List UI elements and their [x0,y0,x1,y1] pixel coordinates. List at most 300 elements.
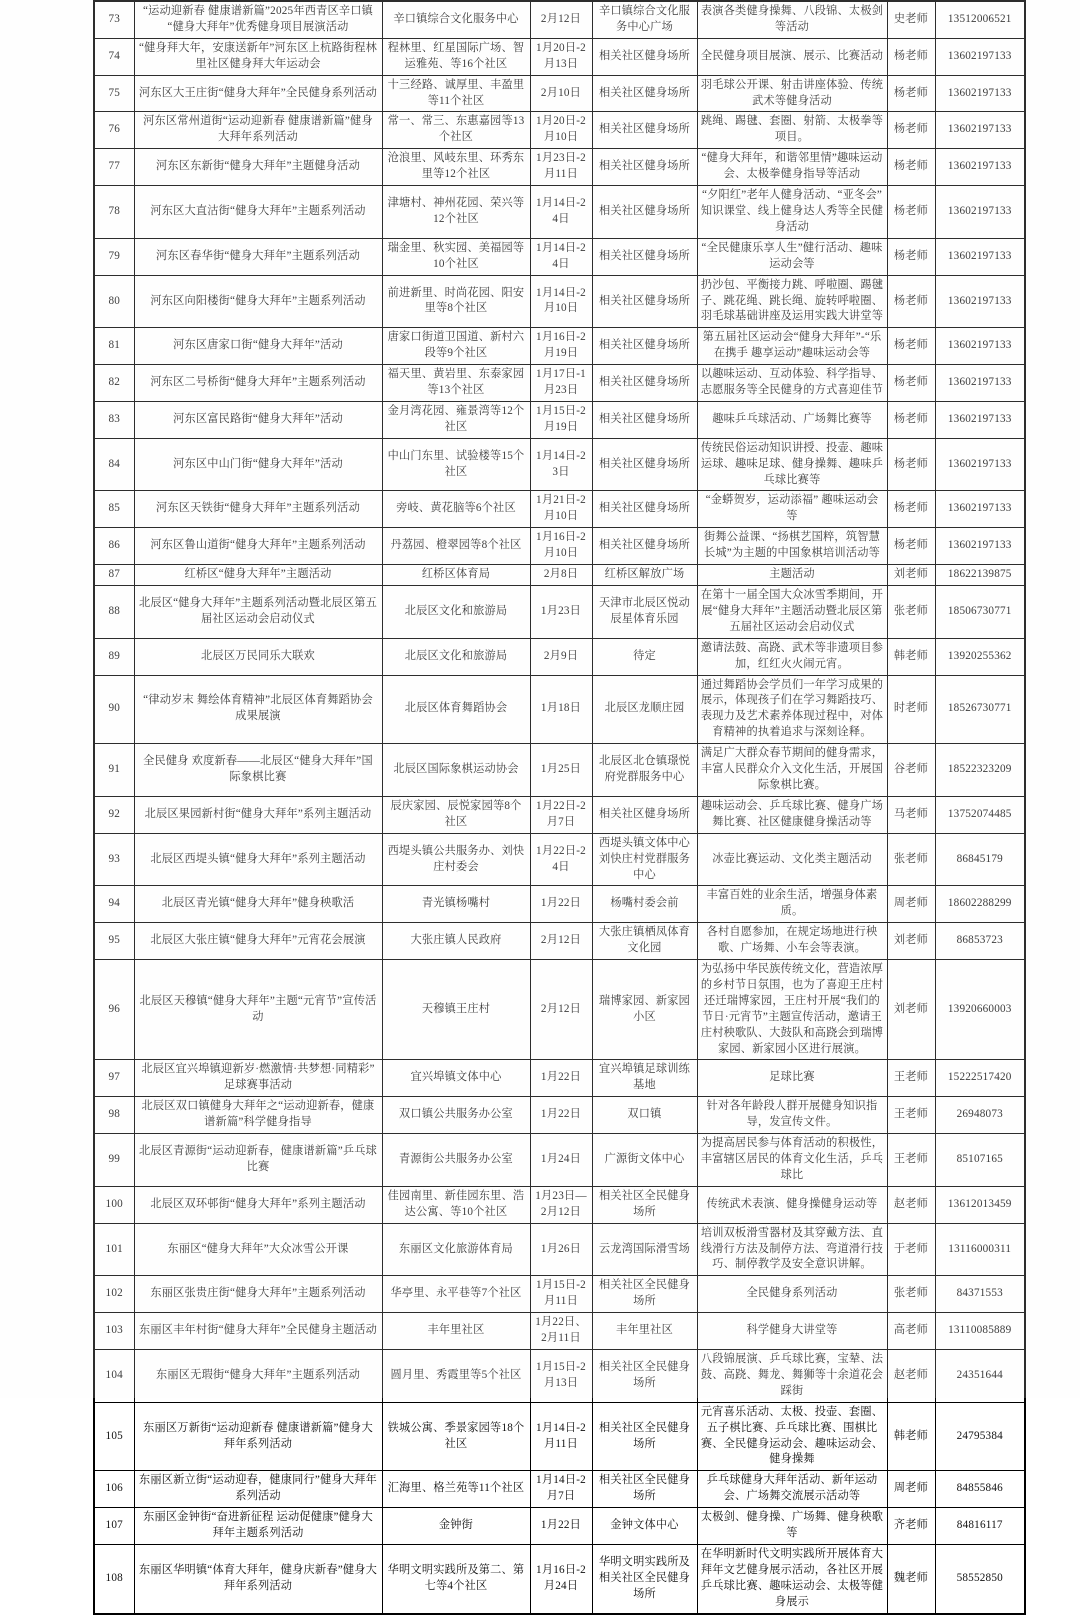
table-row [94,1097,1025,1134]
activity-place: 相关社区健身场所 [592,528,697,565]
activity-place: 红桥区解放广场 [592,565,697,586]
contact-person: 刘老师 [887,923,935,960]
table-row [94,1471,1025,1508]
activity-content: 以趣味运动、互动体验、科学指导、志愿服务等全民健身的方式喜迎佳节 [697,365,887,402]
activity-place: 大张庄镇栖凤体育文化园 [592,923,697,960]
activity-content: 第五届社区运动会“健身大拜年”-“乐在携手 趣享运动”趣味运动会等 [697,328,887,365]
organizer: 金月湾花园、雍景湾等12个社区 [382,401,530,438]
activity-name: 河东区常州道街“运动迎新春 健康谱新篇”健身大拜年系列活动 [134,112,382,149]
contact-phone: 86845179 [935,833,1025,886]
activity-content: “金蟒贺岁，运动添福” 趣味运动会等 [697,491,887,528]
contact-phone: 13612013459 [935,1186,1025,1223]
row-index: 78 [94,186,134,239]
contact-person: 赵老师 [887,1186,935,1223]
activity-place: 北辰区北仓镇璟悦府党群服务中心 [592,744,697,797]
contact-person: 杨老师 [887,238,935,275]
contact-phone: 13602197133 [935,186,1025,239]
activity-date: 2月8日 [530,565,592,586]
contact-person: 史老师 [887,1,935,38]
organizer: 北辰区文化和旅游局 [382,586,530,639]
contact-person: 王老师 [887,1060,935,1097]
activity-content: “全民健康乐享人生”健行活动、趣味运动会等 [697,238,887,275]
activity-name: 东丽区无瑕街“健身大拜年”主题系列活动 [134,1349,382,1402]
organizer: 程林里、红星国际广场、智运雅苑、等16个社区 [382,38,530,75]
contact-phone: 13602197133 [935,491,1025,528]
activity-name: 北辰区天穆镇“健身大拜年”主题“元宵节”宣传活动 [134,960,382,1060]
activity-date: 1月25日 [530,744,592,797]
table-row [94,149,1025,186]
activity-place: 相关社区健身场所 [592,75,697,112]
activity-content: 为弘扬中华民族传统文化，营造浓厚的乡村节日氛围，也为了喜迎王庄村还迁瑞博家园，王庄村开展“我们的节日·元宵节”主题宣传活动，邀请王庄村秧歌队、大鼓队和高跷会到瑞博家园、新家园小区进行展演。 [697,960,887,1060]
activity-place: 相关社区健身场所 [592,365,697,402]
activity-date: 1月16日-2月10日 [530,528,592,565]
activity-name: 北辰区大张庄镇“健身大拜年”元宵花会展演 [134,923,382,960]
contact-phone: 84371553 [935,1276,1025,1313]
activity-place: 西堤头镇文体中心刘快庄村党群服务中心 [592,833,697,886]
row-index: 82 [94,365,134,402]
activity-content: 各村自愿参加，在规定场地进行秧歌、广场舞、小车会等表演。 [697,923,887,960]
table-row [94,1223,1025,1276]
organizer: 前进新里、时尚花园、阳安里等8个社区 [382,275,530,328]
activity-content: 街舞公益课、“扬棋艺国粹，筑智慧长城”为主题的中国象棋培训活动等 [697,528,887,565]
contact-person: 杨老师 [887,528,935,565]
activity-name: 红桥区“健身大拜年”主题活动 [134,565,382,586]
contact-phone: 13116000311 [935,1223,1025,1276]
activity-date: 1月22日-24日 [530,833,592,886]
activity-date: 1月20日-2月10日 [530,112,592,149]
activity-date: 1月22日 [530,886,592,923]
activity-date: 1月15日-2月13日 [530,1349,592,1402]
organizer: 佳园南里、新佳园东里、浩达公寓、等10个社区 [382,1186,530,1223]
contact-person: 杨老师 [887,401,935,438]
table-row [94,923,1025,960]
activity-content: 丰富百姓的业余生活，增强身体素质。 [697,886,887,923]
activity-name: 东丽区金钟街“奋进新征程 运动促健康”健身大拜年主题系列活动 [134,1508,382,1545]
activity-content: 传统民俗运动知识讲授、投壶、趣味运球、趣味足球、健身操舞、趣味乒乓球比赛等 [697,438,887,491]
activity-place: 相关社区健身场所 [592,112,697,149]
row-index: 90 [94,675,134,744]
activity-place: 相关社区健身场所 [592,796,697,833]
activity-content: 培训双板滑雪器材及其穿戴方法、直线滑行方法及制停方法、弯道滑行技巧、制停教学及安全意识讲解。 [697,1223,887,1276]
organizer: 旁岐、黄花脑等6个社区 [382,491,530,528]
activity-name: 河东区向阳楼街“健身大拜年”主题系列活动 [134,275,382,328]
table-row [94,1349,1025,1402]
activity-date: 1月16日-2月24日 [530,1544,592,1613]
table-row [94,833,1025,886]
activity-date: 1月23日 [530,586,592,639]
contact-person: 韩老师 [887,638,935,675]
activity-place: 瑞博家园、新家园小区 [592,960,697,1060]
activity-content: “夕阳红”老年人健身活动、“亚冬会”知识课堂、线上健身达人秀等全民健身活动 [697,186,887,239]
activity-name: 河东区东新街“健身大拜年”主题健身活动 [134,149,382,186]
row-index: 98 [94,1097,134,1134]
activity-content: 冰壶比赛运动、文化类主题活动 [697,833,887,886]
activity-content: 全民健身系列活动 [697,1276,887,1313]
activity-name: 北辰区宜兴埠镇迎新岁·燃激情·共梦想·同精彩”足球赛事活动 [134,1060,382,1097]
activity-content: 趣味乒乓球活动、广场舞比赛等 [697,401,887,438]
activity-content: 跳绳、踢毽、套圈、射箭、太极拳等项目。 [697,112,887,149]
table-row [94,75,1025,112]
activity-content: “健身大拜年，和谐邻里情”趣味运动会、太极拳健身指导等活动 [697,149,887,186]
activity-place: 北辰区龙顺庄园 [592,675,697,744]
table-row [94,1186,1025,1223]
contact-person: 杨老师 [887,75,935,112]
row-index: 95 [94,923,134,960]
activity-name: 北辰区西堤头镇“健身大拜年”系列主题活动 [134,833,382,886]
organizer: 十三经路、诚厚里、丰盈里等11个社区 [382,75,530,112]
activity-place: 待定 [592,638,697,675]
organizer: 西堤头镇公共服务办、刘快庄村委会 [382,833,530,886]
organizer: 辰庆家园、辰悦家园等8个社区 [382,796,530,833]
table-body [94,1,1025,1614]
contact-phone: 13752074485 [935,796,1025,833]
row-index: 81 [94,328,134,365]
activity-content: 足球比赛 [697,1060,887,1097]
row-index: 106 [94,1471,134,1508]
activity-place: 华明文明实践所及相关社区全民健身场所 [592,1544,697,1613]
contact-person: 张老师 [887,1276,935,1313]
activity-date: 2月12日 [530,960,592,1060]
contact-phone: 58552850 [935,1544,1025,1613]
contact-person: 张老师 [887,586,935,639]
activity-date: 1月15日-2月19日 [530,401,592,438]
row-index: 93 [94,833,134,886]
activity-date: 2月10日 [530,75,592,112]
activity-place: 天津市北辰区悦动辰星体育乐园 [592,586,697,639]
activity-name: 东丽区“健身大拜年”大众冰雪公开课 [134,1223,382,1276]
row-index: 89 [94,638,134,675]
activity-content: 在华明新时代文明实践所开展体育大拜年文艺健身展示活动，各社区开展乒乓球比赛、趣味运动会、太极等健身展示 [697,1544,887,1613]
row-index: 92 [94,796,134,833]
contact-phone: 24795384 [935,1402,1025,1471]
activity-date: 2月9日 [530,638,592,675]
contact-person: 谷老师 [887,744,935,797]
row-index: 104 [94,1349,134,1402]
organizer: 金钟街 [382,1508,530,1545]
table-row [94,1508,1025,1545]
activity-date: 1月26日 [530,1223,592,1276]
activity-place: 相关社区健身场所 [592,438,697,491]
table-row [94,328,1025,365]
contact-person: 于老师 [887,1223,935,1276]
contact-person: 马老师 [887,796,935,833]
row-index: 73 [94,1,134,38]
contact-phone: 13920255362 [935,638,1025,675]
activity-name: 河东区大直沽街“健身大拜年”主题系列活动 [134,186,382,239]
activity-place: 相关社区全民健身场所 [592,1402,697,1471]
activity-name: 河东区春华街“健身大拜年”主题系列活动 [134,238,382,275]
row-index: 74 [94,38,134,75]
row-index: 100 [94,1186,134,1223]
contact-person: 杨老师 [887,365,935,402]
row-index: 108 [94,1544,134,1613]
contact-person: 杨老师 [887,275,935,328]
organizer: 华亭里、永平巷等7个社区 [382,1276,530,1313]
activity-content: 科学健身大讲堂等 [697,1313,887,1350]
table-row [94,638,1025,675]
organizer: 青源街公共服务办公室 [382,1134,530,1187]
contact-phone: 18506730771 [935,586,1025,639]
contact-person: 杨老师 [887,328,935,365]
activity-name: 河东区唐家口街“健身大拜年”活动 [134,328,382,365]
activity-date: 1月14日-23日 [530,438,592,491]
activity-date: 1月14日-2月10日 [530,275,592,328]
activity-content: 趣味运动会、乒乓球比赛、健身广场舞比赛、社区健康健身操活动等 [697,796,887,833]
row-index: 91 [94,744,134,797]
activity-name: 北辰区万民同乐大联欢 [134,638,382,675]
organizer: 天穆镇王庄村 [382,960,530,1060]
activity-name: 河东区大王庄街“健身大拜年”全民健身系列活动 [134,75,382,112]
contact-person: 赵老师 [887,1349,935,1402]
row-index: 94 [94,886,134,923]
organizer: 北辰区文化和旅游局 [382,638,530,675]
activity-date: 1月14日-24日 [530,238,592,275]
activity-date: 1月22日 [530,1097,592,1134]
contact-phone: 13512006521 [935,1,1025,38]
organizer: 津塘村、神州花园、荣兴等12个社区 [382,186,530,239]
contact-person: 王老师 [887,1134,935,1187]
table-row [94,1402,1025,1471]
table-row [94,1,1025,38]
table-row [94,38,1025,75]
activity-name: 北辰区青光镇“健身大拜年”健身秧歌活 [134,886,382,923]
organizer: 圆月里、秀霞里等5个社区 [382,1349,530,1402]
table-row [94,186,1025,239]
table-row [94,1134,1025,1187]
contact-phone: 13920660003 [935,960,1025,1060]
organizer: 大张庄镇人民政府 [382,923,530,960]
organizer: 华明文明实践所及第二、第七等4个社区 [382,1544,530,1613]
activity-date: 1月17日-1月23日 [530,365,592,402]
table-row [94,960,1025,1060]
organizer: 汇海里、格兰苑等11个社区 [382,1471,530,1508]
contact-phone: 13110085889 [935,1313,1025,1350]
table-row [94,1276,1025,1313]
activity-date: 1月14日-2月11日 [530,1402,592,1471]
activity-place: 相关社区健身场所 [592,328,697,365]
activity-content: 元宵喜乐活动、太极、投壶、套圈、五子棋比赛、乒乓球比赛、围棋比赛、全民健身运动会、趣味运动会、健身操舞 [697,1402,887,1471]
organizer: 瑞金里、秋实园、美福园等10个社区 [382,238,530,275]
activity-date: 1月23日—2月12日 [530,1186,592,1223]
contact-person: 杨老师 [887,149,935,186]
contact-person: 周老师 [887,1471,935,1508]
activity-content: 乒乓球健身大拜年活动、新年运动会、广场舞交流展示活动等 [697,1471,887,1508]
row-index: 79 [94,238,134,275]
activity-place: 丰年里社区 [592,1313,697,1350]
activity-content: 扔沙包、平衡接力跳、呼啦圈、踢毽子、跳花绳、跳长绳、旋转呼啦圈、羽毛球基础讲座及运用实践大讲堂等 [697,275,887,328]
activity-place: 相关社区健身场所 [592,149,697,186]
organizer: 宜兴埠镇文体中心 [382,1060,530,1097]
contact-phone: 18622139875 [935,565,1025,586]
activity-schedule-table [93,0,1026,1615]
activity-name: 全民健身 欢度新春——北辰区“健身大拜年”国际象棋比赛 [134,744,382,797]
activity-content: 通过舞蹈协会学员们一年学习成果的展示，体现孩子们在学习舞蹈技巧、表现力及艺术素养体现过程中，对体育精神的执着追求与深刻诠释。 [697,675,887,744]
contact-phone: 26948073 [935,1097,1025,1134]
activity-place: 金钟文体中心 [592,1508,697,1545]
activity-date: 1月14日-2月7日 [530,1471,592,1508]
contact-phone: 13602197133 [935,275,1025,328]
contact-phone: 13602197133 [935,328,1025,365]
row-index: 86 [94,528,134,565]
organizer: 中山门东里、试验楼等15个社区 [382,438,530,491]
table-row [94,528,1025,565]
table-row [94,675,1025,744]
activity-date: 1月22日 [530,1060,592,1097]
organizer: 北辰区体育舞蹈协会 [382,675,530,744]
row-index: 83 [94,401,134,438]
activity-date: 1月18日 [530,675,592,744]
organizer: 丰年里社区 [382,1313,530,1350]
activity-place: 相关社区健身场所 [592,238,697,275]
organizer: 红桥区体育局 [382,565,530,586]
activity-date: 1月22日 [530,1508,592,1545]
contact-person: 杨老师 [887,112,935,149]
activity-name: 河东区鲁山道街“健身大拜年”主题系列活动 [134,528,382,565]
row-index: 105 [94,1402,134,1471]
activity-name: 东丽区华明镇“体育大拜年，健身庆新春”健身大拜年系列活动 [134,1544,382,1613]
activity-place: 相关社区健身场所 [592,491,697,528]
row-index: 87 [94,565,134,586]
contact-phone: 84816117 [935,1508,1025,1545]
activity-name: 东丽区丰年村街“健身大拜年”全民健身主题活动 [134,1313,382,1350]
row-index: 96 [94,960,134,1060]
activity-place: 辛口镇综合文化服务中心广场 [592,1,697,38]
row-index: 77 [94,149,134,186]
contact-phone: 18522323209 [935,744,1025,797]
activity-name: “律动岁末 舞绘体育精神”北辰区体育舞蹈协会成果展演 [134,675,382,744]
activity-date: 2月12日 [530,923,592,960]
activity-name: 河东区天铁街“健身大拜年”主题系列活动 [134,491,382,528]
contact-person: 杨老师 [887,186,935,239]
activity-place: 广源街文体中心 [592,1134,697,1187]
activity-content: 传统武术表演、健身操健身运动等 [697,1186,887,1223]
activity-content: 羽毛球公开课、射击讲座体验、传统武术等健身活动 [697,75,887,112]
activity-name: 东丽区万新街“运动迎新春 健康谱新篇”健身大拜年系列活动 [134,1402,382,1471]
row-index: 101 [94,1223,134,1276]
activity-place: 相关社区健身场所 [592,38,697,75]
activity-place: 相关社区健身场所 [592,186,697,239]
contact-phone: 13602197133 [935,38,1025,75]
contact-person: 齐老师 [887,1508,935,1545]
activity-place: 杨嘴村委会前 [592,886,697,923]
table-row [94,365,1025,402]
activity-date: 1月15日-2月11日 [530,1276,592,1313]
table-row [94,586,1025,639]
activity-name: 北辰区双环邨街“健身大拜年”系列主题活动 [134,1186,382,1223]
row-index: 88 [94,586,134,639]
table-row [94,1544,1025,1613]
contact-phone: 13602197133 [935,112,1025,149]
row-index: 107 [94,1508,134,1545]
activity-place: 云龙湾国际滑雪场 [592,1223,697,1276]
table-row [94,275,1025,328]
row-index: 97 [94,1060,134,1097]
activity-content: 满足广大群众春节期间的健身需求，丰富人民群众介入文化生活，开展国际象棋比赛。 [697,744,887,797]
row-index: 102 [94,1276,134,1313]
contact-person: 高老师 [887,1313,935,1350]
activity-name: “健身拜大年，安康送新年”河东区上杭路街程林里社区健身拜大年运动会 [134,38,382,75]
activity-date: 1月24日 [530,1134,592,1187]
contact-person: 刘老师 [887,960,935,1060]
activity-name: 河东区中山门街“健身大拜年”活动 [134,438,382,491]
organizer: 北辰区国际象棋运动协会 [382,744,530,797]
activity-name: 北辰区双口镇健身大拜年之“运动迎新春，健康谱新篇”科学健身指导 [134,1097,382,1134]
organizer: 双口镇公共服务办公室 [382,1097,530,1134]
contact-person: 刘老师 [887,565,935,586]
contact-phone: 13602197133 [935,149,1025,186]
organizer: 东丽区文化旅游体育局 [382,1223,530,1276]
organizer: 福天里、黄岩里、东泰家园等13个社区 [382,365,530,402]
row-index: 99 [94,1134,134,1187]
activity-name: 河东区二号桥街“健身大拜年”主题系列活动 [134,365,382,402]
contact-person: 杨老师 [887,438,935,491]
activity-date: 1月21日-2月10日 [530,491,592,528]
table-row [94,401,1025,438]
activity-content: 在第十一届全国大众冰雪季期间，开展“健身大拜年”主题活动暨北辰区第五届社区运动会启动仪式 [697,586,887,639]
organizer: 沧浪里、风岐东里、环秀东里等12个社区 [382,149,530,186]
organizer: 丹荔园、橙翠园等8个社区 [382,528,530,565]
activity-date: 1月22日-2月7日 [530,796,592,833]
contact-phone: 13602197133 [935,401,1025,438]
activity-place: 相关社区健身场所 [592,401,697,438]
activity-place: 相关社区全民健身场所 [592,1349,697,1402]
contact-phone: 24351644 [935,1349,1025,1402]
activity-content: 邀请法鼓、高跷、武术等非遗项目参加，红红火火闹元宵。 [697,638,887,675]
organizer: 铁城公寓、季景家园等18个社区 [382,1402,530,1471]
table-row [94,1313,1025,1350]
contact-phone: 18602288299 [935,886,1025,923]
organizer: 青光镇杨嘴村 [382,886,530,923]
activity-place: 相关社区全民健身场所 [592,1276,697,1313]
activity-name: 北辰区果园新村街“健身大拜年”系列主题活动 [134,796,382,833]
activity-date: 1月14日-24日 [530,186,592,239]
table-row [94,796,1025,833]
activity-name: “运动迎新春 健康谱新篇”2025年西青区辛口镇“健身大拜年”优秀健身项目展演活动 [134,1,382,38]
table-row [94,238,1025,275]
activity-date: 1月22日、2月11日 [530,1313,592,1350]
activity-date: 1月16日-2月19日 [530,328,592,365]
contact-phone: 13602197133 [935,365,1025,402]
row-index: 76 [94,112,134,149]
organizer: 辛口镇综合文化服务中心 [382,1,530,38]
row-index: 85 [94,491,134,528]
activity-date: 2月12日 [530,1,592,38]
activity-content: 太极剑、健身操、广场舞、健身秧歌等 [697,1508,887,1545]
activity-content: 主题活动 [697,565,887,586]
activity-name: 北辰区“健身大拜年”主题系列活动暨北辰区第五届社区运动会启动仪式 [134,586,382,639]
contact-phone: 18526730771 [935,675,1025,744]
contact-phone: 13602197133 [935,438,1025,491]
activity-content: 为提高居民参与体育活动的积极性，丰富辖区居民的体育文化生活，乒乓球比 [697,1134,887,1187]
contact-person: 杨老师 [887,38,935,75]
contact-person: 韩老师 [887,1402,935,1471]
row-index: 75 [94,75,134,112]
contact-phone: 13602197133 [935,238,1025,275]
table-row [94,565,1025,586]
activity-place: 宜兴埠镇足球训练基地 [592,1060,697,1097]
contact-phone: 15222517420 [935,1060,1025,1097]
contact-person: 张老师 [887,833,935,886]
table-row [94,491,1025,528]
activity-date: 1月20日-2月13日 [530,38,592,75]
activity-place: 相关社区健身场所 [592,275,697,328]
contact-phone: 85107165 [935,1134,1025,1187]
activity-place: 相关社区全民健身场所 [592,1471,697,1508]
contact-person: 魏老师 [887,1544,935,1613]
row-index: 80 [94,275,134,328]
contact-person: 周老师 [887,886,935,923]
contact-phone: 13602197133 [935,75,1025,112]
